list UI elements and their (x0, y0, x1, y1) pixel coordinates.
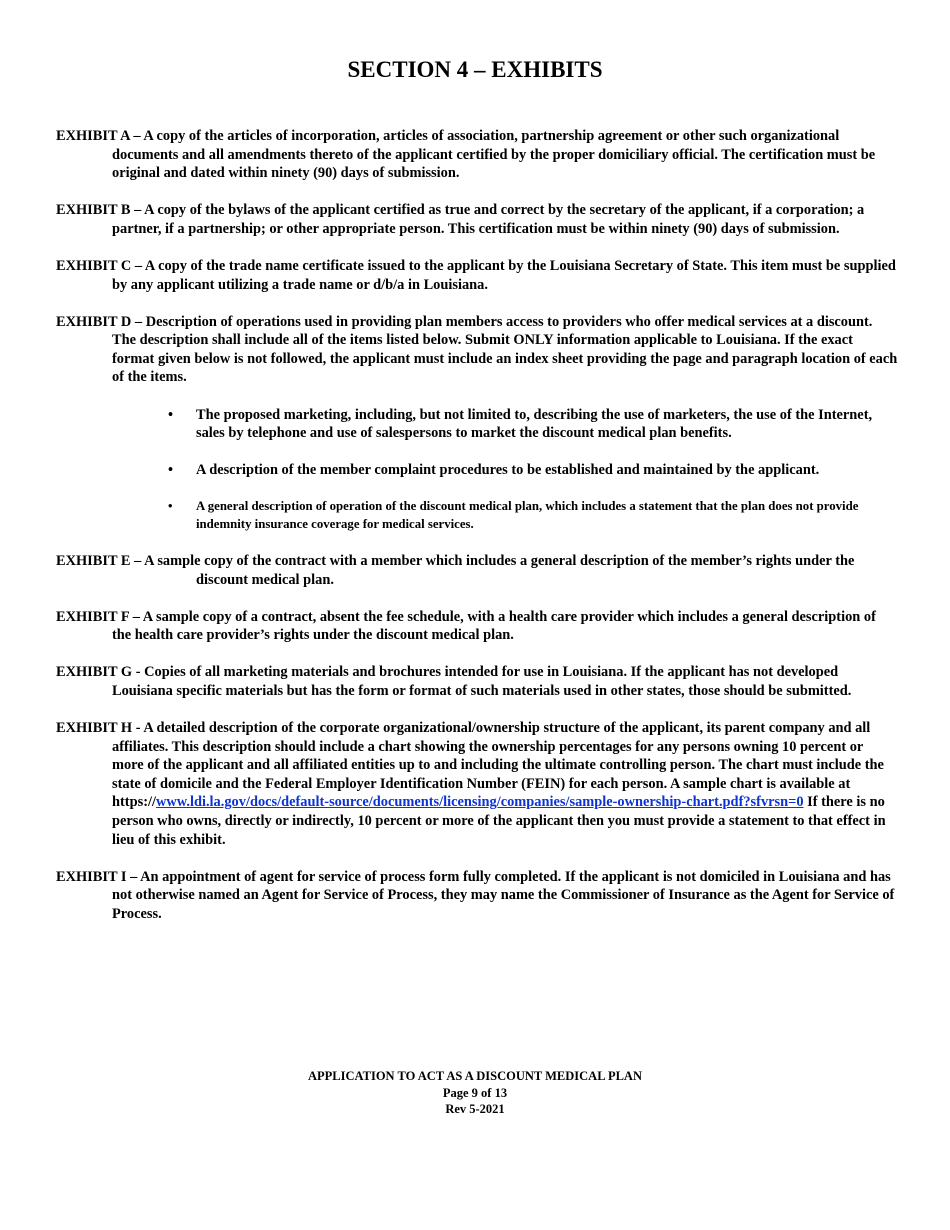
exhibit-label: EXHIBIT D (56, 313, 132, 330)
exhibit-text-after: If there is no person who owns, directly or indirectly, 10 percent or more of the applicant then you must provide a statement to that effect in lieu of this exhibit. (112, 794, 886, 848)
exhibit-separator: – (129, 128, 144, 144)
bullet-icon: • (168, 406, 174, 423)
exhibit-separator: – (131, 257, 145, 274)
exhibit-separator: - (132, 664, 145, 681)
exhibit-i (56, 868, 898, 924)
list-item (56, 461, 898, 480)
page-title: SECTION 4 – EXHIBITS (347, 57, 603, 82)
exhibit-label: EXHIBIT F (56, 608, 130, 625)
exhibit-h (56, 719, 898, 849)
exhibit-label: EXHIBIT G (56, 664, 133, 681)
exhibit-text: A copy of the bylaws of the applicant certified as true and correct by the secretary of the applicant, if a corporation; a partner, if a partnership; or other appropriate person. This certification must be within ninety (90) days of submission. (112, 202, 865, 237)
exhibit-d (56, 313, 898, 387)
exhibit-text: A copy of the trade name certificate issued to the applicant by the Louisiana Secretary of State. This item must be supplied by any applicant utilizing a trade name or d/b/a in Louisiana. (112, 257, 896, 293)
exhibit-text: A sample copy of a contract, absent the fee schedule, with a health care provider which includes a general description of the health care provider’s rights under the discount medical plan. (112, 608, 876, 644)
exhibit-separator: – (129, 608, 143, 625)
exhibit-text: A detailed description of the corporate organizational/ownership structure of the applicant, its parent company and all affiliates. This description should include a chart showing the ownership percentages for any persons owning 10 percent or more of the applicant and all affiliated entities up to and including the ultimate controlling person. The chart must include the state of domicile and the Federal Employer Identification Number (FEIN) for each person. A sample chart is available at https:// (112, 720, 884, 811)
exhibit-text: Description of operations used in providing plan members access to providers who offer medical services at a discount. The description shall include all of the items listed below. Submit ONLY information applicable to Louisiana. If the exact format given below is not followed, the applicant must include an index sheet providing the page and paragraph location of each of the items. (112, 313, 898, 386)
exhibit-b (56, 201, 898, 238)
exhibit-separator: – (130, 553, 145, 569)
list-item (56, 498, 898, 533)
exhibit-label: EXHIBIT I (56, 868, 127, 885)
bullet-icon: • (168, 499, 173, 514)
exhibit-text: Copies of all marketing materials and brochures intended for use in Louisiana. If the applicant has not developed Louisiana specific materials but has the form or format of such materials used in other states, those should be submitted. (112, 664, 852, 699)
exhibit-a (56, 127, 898, 183)
exhibit-label: EXHIBIT B (56, 202, 131, 219)
bullet-text: The proposed marketing, including, but not limited to, describing the use of marketers, the use of the Internet, sales by telephone and use of salespersons to market the discount medical plan benefits. (196, 406, 873, 442)
exhibit-f (56, 608, 898, 645)
footer-form-title: APPLICATION TO ACT AS A DISCOUNT MEDICAL PLAN (308, 1069, 642, 1083)
bullet-icon: • (168, 462, 174, 479)
exhibit-label: EXHIBIT E (56, 553, 131, 569)
footer-revision: Rev 5-2021 (445, 1102, 505, 1116)
sample-ownership-chart-link[interactable]: www.ldi.la.gov/docs/default-source/documents/licensing/companies/sample-ownership-chart.pdf?sfvrsn=0 (155, 794, 804, 811)
exhibit-list (56, 127, 898, 942)
exhibit-separator: – (131, 313, 146, 330)
exhibit-d-bullet-list (56, 406, 898, 534)
exhibit-separator: – (126, 868, 141, 885)
page-footer (0, 1068, 950, 1118)
exhibit-separator: – (130, 202, 145, 219)
list-item (56, 406, 898, 443)
exhibit-text: A sample copy of the contract with a member which includes a general description of the member’s rights under the discount medical plan. (144, 553, 855, 588)
exhibit-text: An appointment of agent for service of process form fully completed. If the applicant is not domiciled in Louisiana and has not otherwise named an Agent for Service of Process, they may name the Commissioner of Insurance as the Agent for Service of Process. (112, 868, 895, 922)
exhibit-text: A copy of the articles of incorporation, articles of association, partnership agreement or other such organizational documents and all amendments thereto of the applicant certified by the proper domiciliary official. The certification must be original and dated within ninety (90) days of submission. (112, 128, 876, 182)
exhibit-label: EXHIBIT H (56, 720, 133, 737)
exhibit-separator: - (132, 720, 144, 737)
exhibit-label: EXHIBIT A (56, 128, 130, 144)
exhibit-c (56, 257, 898, 294)
footer-page-number: Page 9 of 13 (442, 1085, 508, 1100)
exhibit-label: EXHIBIT C (56, 257, 132, 274)
bullet-text: A general description of operation of the discount medical plan, which includes a statement that the plan does not provide indemnity insurance coverage for medical services. (196, 499, 859, 531)
exhibit-g (56, 663, 898, 700)
bullet-text: A description of the member complaint procedures to be established and maintained by the applicant. (196, 462, 820, 479)
exhibit-e (56, 552, 898, 589)
